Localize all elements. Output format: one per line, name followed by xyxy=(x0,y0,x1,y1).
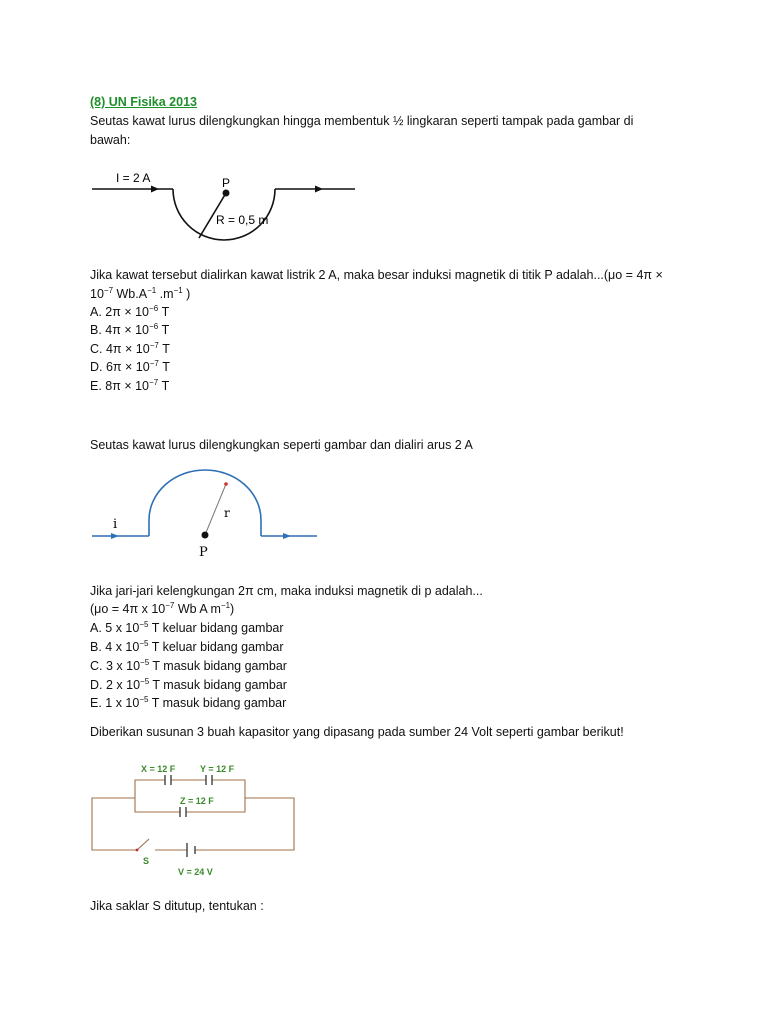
q3-question: Jika saklar S ditutup, tentukan : xyxy=(90,899,264,913)
q1-option-c: C. $4\pi \times 10^{-7}$ T xyxy=(90,341,170,356)
source-label: V = 24 V xyxy=(178,867,213,877)
radius-line xyxy=(205,484,226,535)
q2-option-b: B. 4 x $10^{-5}$ T keluar bidang gambar xyxy=(90,639,284,654)
q1-question-line-2: $10^{-7}$ $Wb.A^{-1}$ $.m^{-1}$ ) xyxy=(90,286,191,301)
cap-x-label: X = 12 F xyxy=(141,764,176,774)
current-arrow-left xyxy=(151,186,159,193)
current-arrow-right xyxy=(283,533,291,539)
radius-label: r xyxy=(224,506,230,520)
section-heading: (8) UN Fisika 2013 xyxy=(90,95,197,109)
arc-wire-figure xyxy=(85,468,325,563)
current-label: i xyxy=(113,517,118,532)
arc-point-marker xyxy=(224,482,228,486)
q2-option-d: D. 2 x $10^{-5}$ T masuk bidang gambar xyxy=(90,677,287,692)
point-p-dot xyxy=(202,532,209,539)
current-arrow-right xyxy=(315,186,323,193)
q2-option-a: A. 5 x $10^{-5}$ T keluar bidang gambar xyxy=(90,620,284,635)
q1-intro-line-1: Seutas kawat lurus dilengkungkan hingga membentuk ½ lingkaran seperti tampak pada gambar di xyxy=(90,114,634,128)
q1-option-e: E. $8\pi \times 10^{-7}$ T xyxy=(90,378,170,393)
left-outer-wire xyxy=(92,798,137,850)
point-p-label: P xyxy=(199,545,208,560)
arc-wire xyxy=(149,470,261,536)
point-p-label: P xyxy=(222,176,231,190)
switch-label: S xyxy=(143,856,150,866)
q2-question-line-2: (μo = 4π x $10^{-7}$ Wb A $m^{-1}$) xyxy=(90,601,235,616)
semicircle-wire-figure xyxy=(85,165,365,255)
q2-intro: Seutas kawat lurus dilengkungkan seperti gambar dan dialiri arus 2 A xyxy=(90,438,473,452)
radius-label: R = 0,5 m xyxy=(216,213,269,227)
switch-blade xyxy=(137,839,149,850)
top-branch-right xyxy=(212,780,245,798)
cap-y-label: Y = 12 F xyxy=(200,764,235,774)
current-label: I = 2 A xyxy=(116,171,151,185)
top-branch-left xyxy=(135,780,165,798)
cap-z-label: Z = 12 F xyxy=(180,796,214,806)
q1-intro-line-2: bawah: xyxy=(90,133,131,147)
q1-option-b: B. $4\pi \times 10^{-6}$ T xyxy=(90,322,170,337)
q2-option-e: E. 1 x $10^{-5}$ T masuk bidang gambar xyxy=(90,695,287,710)
switch-contact xyxy=(136,849,139,852)
point-p-dot xyxy=(223,190,230,197)
q2-question-line-1: Jika jari-jari kelengkungan 2π cm, maka induksi magnetik di p adalah... xyxy=(90,584,483,598)
capacitor-circuit-figure xyxy=(85,755,305,880)
q2-option-c: C. 3 x $10^{-5}$ T masuk bidang gambar xyxy=(90,658,287,673)
q1-question-line-1: Jika kawat tersebut dialirkan kawat listrik 2 A, maka besar induksi magnetik di titik P adalah...(μo = 4π × xyxy=(90,268,663,282)
q1-option-a: A. $2\pi \times 10^{-6}$ T xyxy=(90,304,170,319)
mid-branch-left xyxy=(135,798,180,812)
q1-option-d: D. $6\pi \times 10^{-7}$ T xyxy=(90,359,170,374)
q3-intro: Diberikan susunan 3 buah kapasitor yang dipasang pada sumber 24 Volt seperti gambar berikut! xyxy=(90,725,624,739)
current-arrow-left xyxy=(111,533,119,539)
